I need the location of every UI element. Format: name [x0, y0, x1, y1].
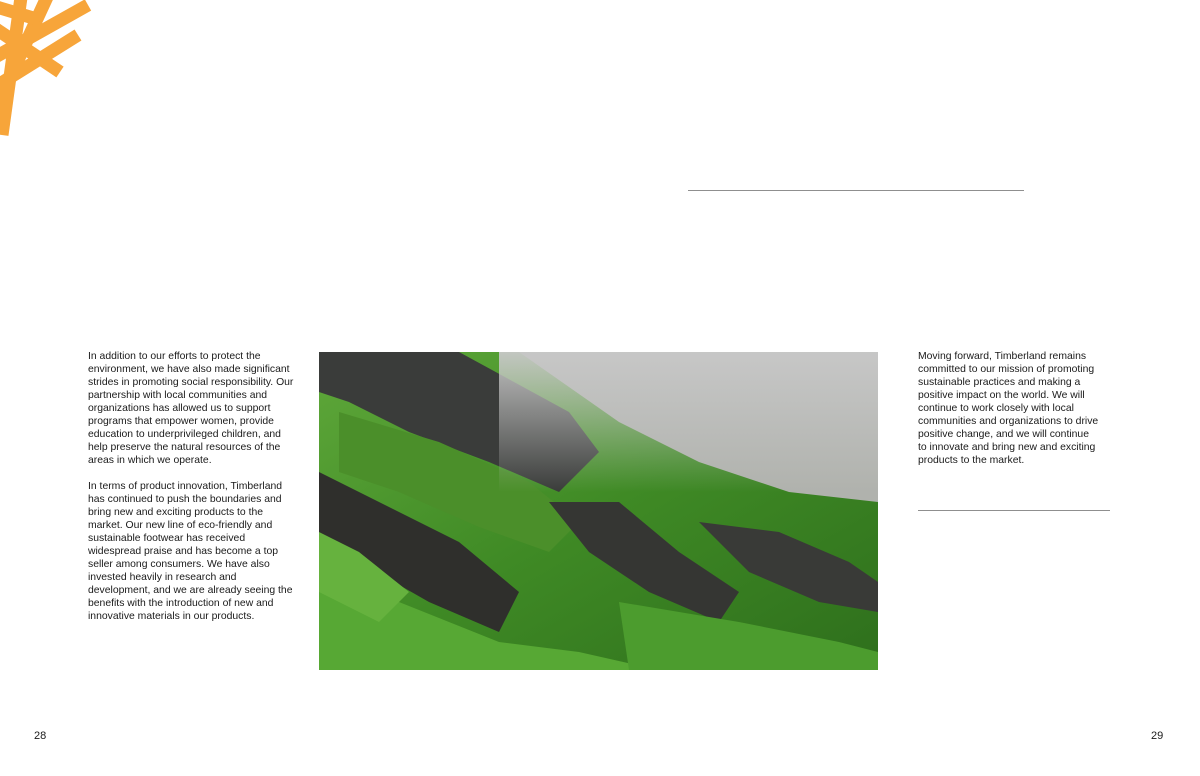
right-divider-rule	[918, 510, 1110, 511]
page-number-right: 29	[1151, 730, 1164, 742]
sunburst-logo-icon	[0, 0, 96, 140]
left-paragraph-2: In terms of product innovation, Timberland has continued to push the boundaries and bring new and exciting products to the market. Our new line of eco-friendly and sustainable footwear has received widespread praise and has become a top seller among consumers. We have also invested heavily in research and development, and we are already seeing the benefits with the introduction of new and innovative materials in our products.	[88, 481, 293, 622]
right-paragraph-1: Moving forward, Timberland remains committed to our mission of promoting sustainable practices and making a positive impact on the world. We will continue to work closely with local communities and organizations to drive positive change, and we will continue to innovate and bring new and exciting products to the market.	[918, 351, 1099, 466]
top-divider-rule	[688, 190, 1024, 191]
mossy-cliff-photo	[319, 352, 878, 670]
left-paragraph-1: In addition to our efforts to protect the environment, we have also made significant strides in promoting social responsibility. Our partnership with local communities and organizations has allowed us to support programs that empower women, provide education to underprivileged children, and help preserve the natural resources of the areas in which we operate.	[88, 351, 294, 466]
left-body-text	[88, 350, 298, 636]
right-body-text	[918, 350, 1100, 480]
page-number-left: 28	[34, 730, 47, 742]
